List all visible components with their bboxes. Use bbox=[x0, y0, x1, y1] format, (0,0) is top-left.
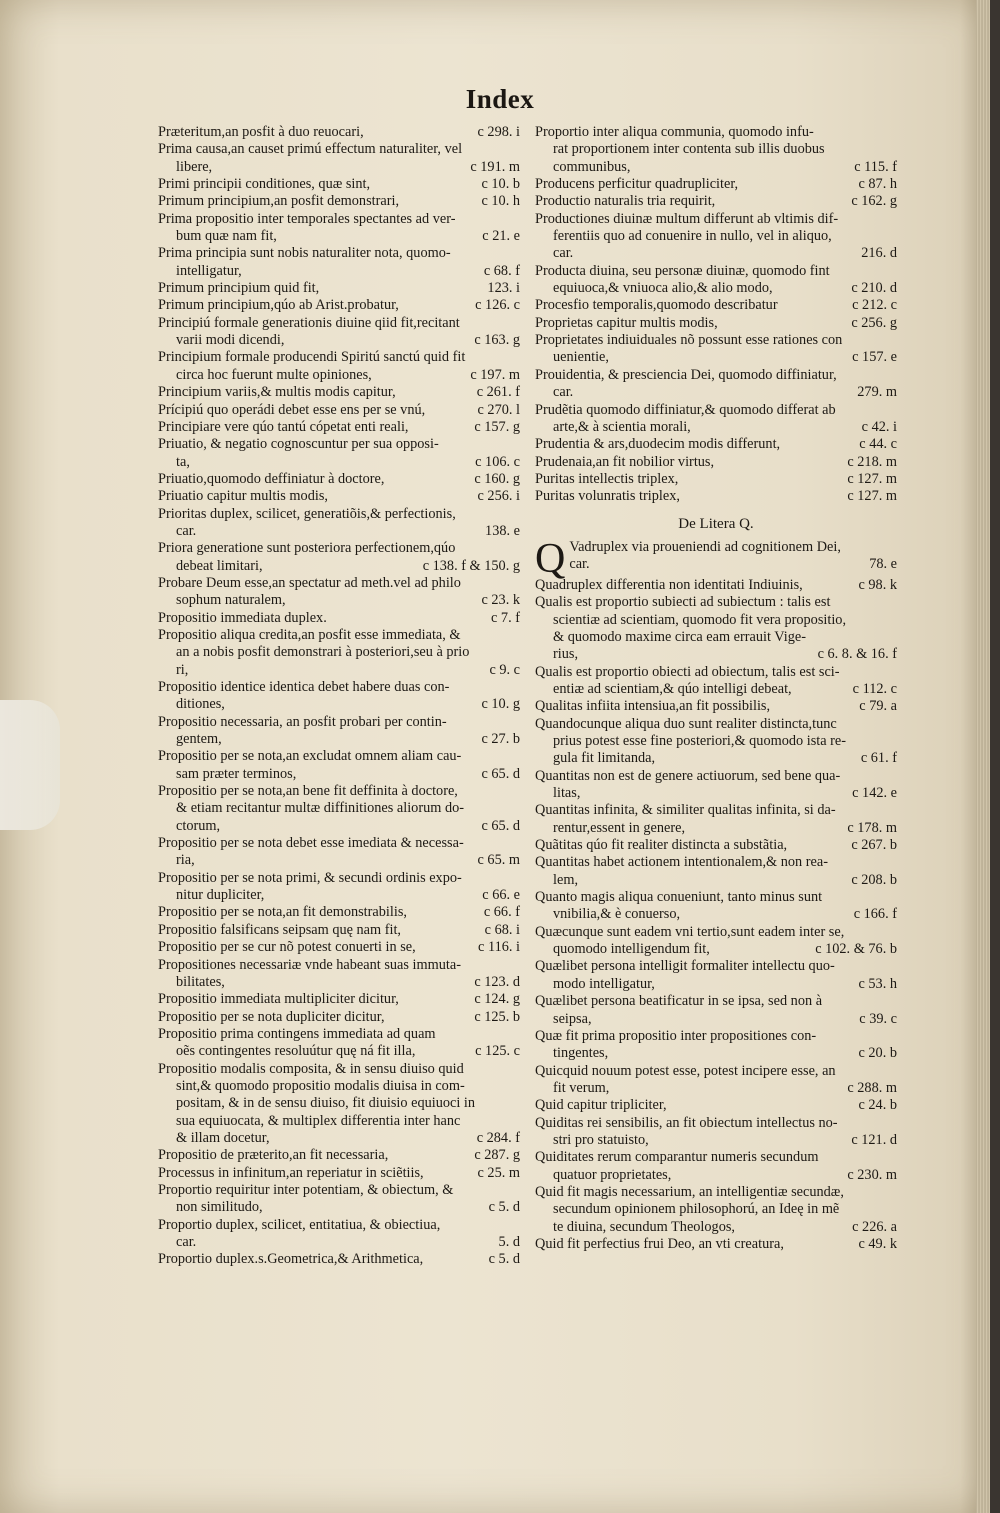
entry-line: ri, bbox=[176, 661, 189, 678]
page-reference: c 270. l bbox=[477, 401, 520, 418]
entry-line: Quanto magis aliqua conueniunt, tanto minus sunt bbox=[535, 889, 823, 906]
entry-line: Propositio per se nota dupliciter dicitur, bbox=[158, 1008, 385, 1025]
entry-line: Productio naturalis tria requirit, bbox=[535, 193, 716, 210]
entry-line: Vadruplex via proueniendi ad cognitionem Dei, bbox=[569, 538, 841, 555]
entry-line: rat proportionem inter contenta sub illis duobus bbox=[553, 141, 825, 158]
page-reference: 216. d bbox=[861, 245, 897, 262]
index-entry bbox=[158, 436, 520, 471]
entry-line: Propositio per se cur nõ potest conuerti in se, bbox=[158, 939, 416, 956]
entry-line: te diuina, secundum Theologos, bbox=[553, 1218, 735, 1235]
index-entry bbox=[535, 1236, 897, 1253]
entry-line: Proportio inter aliqua communia, quomodo infu- bbox=[535, 124, 814, 140]
entry-line: vnibilia,& è conuerso, bbox=[553, 906, 681, 923]
page-header: Index bbox=[465, 84, 535, 114]
index-entry bbox=[158, 939, 520, 956]
index-entry bbox=[158, 870, 520, 905]
entry-line: Prouidentia, & presciencia Dei, quomodo diffiniatur, bbox=[535, 366, 837, 383]
entry-line: Propositiones necessariæ vnde habeant suas immuta- bbox=[158, 956, 461, 973]
index-entry bbox=[535, 577, 897, 594]
page-reference: c 27. b bbox=[481, 731, 520, 748]
entry-line: secundum opinionem philosophorú, an Ideę in mẽ bbox=[553, 1201, 840, 1218]
entry-line: Prudenaia,an fit nobilior virtus, bbox=[535, 453, 715, 470]
index-entry bbox=[535, 1115, 897, 1150]
index-entry bbox=[158, 384, 520, 401]
entry-line: Quid fit perfectius frui Deo, an vti creatura, bbox=[535, 1235, 784, 1252]
page-reference: c 191. m bbox=[470, 158, 520, 175]
entry-line: ta, bbox=[176, 453, 190, 470]
entry-line: sint,& quomodo propositio modalis diuisa in com- bbox=[176, 1077, 465, 1094]
page-reference: 78. e bbox=[869, 556, 897, 573]
entry-line: Quid fit magis necessarium, an intelligentiæ secundæ, bbox=[535, 1183, 844, 1200]
entry-line: Propositio immediata duplex. bbox=[158, 609, 327, 626]
entry-line: nitur dupliciter, bbox=[176, 887, 265, 904]
index-entry bbox=[158, 176, 520, 193]
entry-line: Prima principia sunt nobis naturaliter nota, quomo- bbox=[158, 245, 451, 262]
index-entry bbox=[535, 837, 897, 854]
page-reference: c 127. m bbox=[847, 470, 897, 487]
entry-line: Quicquid nouum potest esse, potest incipere esse, an bbox=[535, 1062, 836, 1079]
entry-line: libere, bbox=[176, 158, 213, 175]
drop-cap: Q bbox=[535, 535, 566, 582]
entry-line: ria, bbox=[176, 852, 195, 869]
entry-line: & illam docetur, bbox=[176, 1129, 270, 1146]
entry-line: car. bbox=[553, 245, 574, 262]
page-reference: c 9. c bbox=[489, 661, 520, 678]
page-reference: c 125. c bbox=[475, 1043, 520, 1060]
entry-line: Qualis est proportio subiecti ad subiectum : talis est bbox=[535, 594, 831, 611]
entry-line: Propositio aliqua credita,an posfit esse immediata, & bbox=[158, 626, 461, 643]
page-reference: c 287. g bbox=[474, 1147, 520, 1164]
page-reference: c 115. f bbox=[854, 158, 897, 175]
index-entry bbox=[158, 1009, 520, 1026]
index-entry bbox=[535, 176, 897, 193]
index-entry bbox=[158, 714, 520, 749]
page-clip bbox=[0, 700, 60, 830]
index-entry bbox=[158, 419, 520, 436]
page-edge bbox=[976, 0, 990, 1513]
entry-line: rentur,essent in genere, bbox=[553, 819, 686, 836]
index-entry bbox=[535, 124, 897, 176]
entry-line: Prícipiú quo operádi debet esse ens per se vnú, bbox=[158, 401, 426, 418]
index-entry bbox=[158, 297, 520, 314]
page-reference: c 25. m bbox=[477, 1164, 520, 1181]
entry-line: debeat limitari, bbox=[176, 557, 263, 574]
page-reference: c 127. m bbox=[847, 488, 897, 505]
entry-line: Proportio duplex, scilicet, entitatiua, & obiectiua, bbox=[158, 1216, 441, 1233]
entry-line: Prima causa,an causet primú effectum naturaliter, vel bbox=[158, 141, 463, 158]
page-reference: c 212. c bbox=[852, 297, 897, 314]
page-reference: c 208. b bbox=[851, 871, 897, 888]
index-entry bbox=[535, 332, 897, 367]
entry-line: Quantitas habet actionem intentionalem,& non rea- bbox=[535, 854, 828, 871]
page-reference: c 123. d bbox=[474, 973, 520, 990]
page-reference: c 142. e bbox=[852, 785, 897, 802]
index-entry bbox=[535, 297, 897, 314]
page-reference: c 197. m bbox=[470, 366, 520, 383]
entry-line: positam, & in de sensu diuiso, fit diuisio equiuoci in bbox=[176, 1095, 476, 1112]
index-entry bbox=[535, 889, 897, 924]
entry-line: Priuatio,quomodo deffiniatur à doctore, bbox=[158, 470, 385, 487]
page-reference: c 157. g bbox=[474, 418, 520, 435]
entry-line: car. bbox=[569, 556, 590, 573]
entry-line: Qualis est proportio obiecti ad obiectum, talis est sci- bbox=[535, 663, 840, 680]
page-reference: c 20. b bbox=[858, 1045, 897, 1062]
index-entry bbox=[535, 958, 897, 993]
index-entry bbox=[158, 748, 520, 783]
entry-line: Propositio prima contingens immediata ad quam bbox=[158, 1025, 436, 1042]
index-entry bbox=[535, 1063, 897, 1098]
entry-line: Præteritum,an posfit à duo reuocari, bbox=[158, 124, 364, 140]
entry-line: car. bbox=[176, 522, 197, 539]
page-reference: c 24. b bbox=[858, 1097, 897, 1114]
entry-line: car. bbox=[176, 1234, 197, 1250]
page-reference: c 65. d bbox=[481, 817, 520, 834]
page-reference: 123. i bbox=[487, 280, 520, 297]
page-reference: c 66. f bbox=[483, 904, 520, 921]
index-entry bbox=[535, 802, 897, 837]
entry-line: Proportio duplex.s.Geometrica,& Arithmetica, bbox=[158, 1251, 424, 1268]
entry-line: Priora generatione sunt posteriora perfectionem,qúo bbox=[158, 540, 456, 557]
entry-line: Principiú formale generationis diuine qiid fit,recitant bbox=[158, 314, 460, 331]
entry-line: Producens perficitur quadrupliciter, bbox=[535, 176, 739, 193]
page-reference: c 68. i bbox=[484, 921, 520, 938]
index-entry bbox=[535, 402, 897, 437]
entry-line: stri pro statuisto, bbox=[553, 1131, 649, 1148]
index-entry bbox=[158, 315, 520, 350]
entry-line: & quomodo maxime circa eam errauit Vige- bbox=[553, 628, 806, 645]
entry-line: Priuatio, & negatio cognoscuntur per sua opposi- bbox=[158, 436, 439, 453]
page-reference: c 79. a bbox=[859, 698, 897, 715]
entry-line: Principium formale producendi Spiritú sanctú quid fit bbox=[158, 349, 466, 366]
index-entry bbox=[535, 471, 897, 488]
index-entry bbox=[535, 698, 897, 715]
entry-line: Quiditates rerum comparantur numeris secundum bbox=[535, 1149, 819, 1166]
page-reference: c 10. h bbox=[481, 193, 520, 210]
entry-line: Quantitas non est de genere actiuorum, sed bene qua- bbox=[535, 767, 841, 784]
entry-line: Producta diuina, seu personæ diuinæ, quomodo fint bbox=[535, 262, 830, 279]
entry-line: circa hoc fuerunt multe opiniones, bbox=[176, 366, 372, 383]
index-entry bbox=[535, 924, 897, 959]
entry-line: seipsa, bbox=[553, 1010, 592, 1027]
page-reference: c 138. f & 150. g bbox=[422, 557, 520, 574]
index-entry bbox=[158, 280, 520, 297]
entry-line: Primum principium,an posfit demonstrari, bbox=[158, 193, 400, 210]
entry-line: Principium variis,& multis modis capitur, bbox=[158, 384, 396, 401]
entry-line: fit verum, bbox=[553, 1079, 610, 1096]
entry-line: Primi principii conditiones, quæ sint, bbox=[158, 176, 371, 193]
page-reference: c 125. b bbox=[474, 1008, 520, 1025]
entry-line: Quæcunque sunt eadem vni tertio,sunt eadem inter se, bbox=[535, 923, 845, 940]
entry-line: Puritas volunratis triplex, bbox=[535, 488, 680, 505]
entry-line: quomodo intelligendum fit, bbox=[553, 941, 710, 958]
entry-line: Productiones diuinæ multum differunt ab vltimis dif- bbox=[535, 210, 839, 227]
index-entry bbox=[535, 768, 897, 803]
entry-line: Proprietas capitur multis modis, bbox=[535, 314, 718, 331]
entry-line: Quæ fit prima propositio inter propositiones con- bbox=[535, 1027, 817, 1044]
page-reference: c 44. c bbox=[859, 436, 897, 453]
entry-line: ditiones, bbox=[176, 696, 225, 713]
page-reference: c 106. c bbox=[475, 453, 520, 470]
page-reference: c 226. a bbox=[852, 1218, 897, 1235]
page-reference: c 98. k bbox=[858, 576, 897, 593]
entry-line: arte,& à scientia morali, bbox=[553, 418, 691, 435]
entry-line: & etiam recitantur multæ diffinitiones aliorum do- bbox=[176, 800, 464, 817]
entry-line: Prudẽtia quomodo diffiniatur,& quomodo differat ab bbox=[535, 401, 836, 418]
page-reference: 279. m bbox=[857, 384, 897, 401]
page-reference: c 256. g bbox=[851, 314, 897, 331]
index-entry bbox=[158, 835, 520, 870]
index-entry bbox=[535, 854, 897, 889]
entry-line: oẽs contingentes resoluútur quę ná fit illa, bbox=[176, 1043, 416, 1060]
page-reference: c 210. d bbox=[851, 280, 897, 297]
page-reference: c 256. i bbox=[477, 488, 520, 505]
page-reference: c 267. b bbox=[851, 837, 897, 854]
index-entry bbox=[158, 211, 520, 246]
page-reference: c 160. g bbox=[474, 470, 520, 487]
entry-line: Processus in infinitum,an reperiatur in sciẽtiis, bbox=[158, 1164, 424, 1181]
entry-line: Probare Deum esse,an spectatur ad meth.vel ad philo bbox=[158, 574, 461, 591]
page-reference: c 23. k bbox=[481, 592, 520, 609]
entry-line: Quid capitur tripliciter, bbox=[535, 1097, 667, 1114]
index-entry bbox=[535, 211, 897, 263]
page-reference: c 5. d bbox=[488, 1199, 520, 1216]
right-column-entries-q bbox=[535, 535, 897, 1253]
entry-line: communibus, bbox=[553, 158, 631, 175]
index-entry bbox=[535, 263, 897, 298]
entry-line: intelligatur, bbox=[176, 262, 242, 279]
entry-line: Quiditas rei sensibilis, an fit obiectum intellectus no- bbox=[535, 1114, 838, 1131]
index-entry bbox=[158, 124, 520, 141]
entry-line: ferentiis quo ad conuenire in nullo, vel in aliquo, bbox=[553, 228, 832, 245]
index-entry bbox=[158, 141, 520, 176]
index-entry bbox=[158, 1182, 520, 1217]
entry-line: Propositio per se nota,an excludat omnem aliam cau- bbox=[158, 748, 462, 765]
entry-line: non similitudo, bbox=[176, 1199, 263, 1216]
entry-line: Quælibet persona beatificatur in se ipsa, sed non à bbox=[535, 993, 823, 1010]
page-reference: c 61. f bbox=[860, 750, 897, 767]
page-reference: c 261. f bbox=[476, 384, 520, 401]
page-reference: c 65. d bbox=[481, 765, 520, 782]
index-entry bbox=[158, 904, 520, 921]
index-entry bbox=[535, 488, 897, 505]
entry-line: Propositio per se nota,an fit demonstrabilis, bbox=[158, 904, 407, 921]
page-reference: c 66. e bbox=[482, 887, 520, 904]
index-entry bbox=[158, 922, 520, 939]
page-reference: c 121. d bbox=[851, 1131, 897, 1148]
entry-line: prius potest esse fine posteriori,& quomodo ista re- bbox=[553, 733, 847, 749]
index-entry bbox=[535, 1184, 897, 1236]
page-reference: 5. d bbox=[498, 1234, 520, 1250]
page-reference: c 5. d bbox=[488, 1251, 520, 1268]
entry-line: Prima propositio inter temporales spectantes ad ver- bbox=[158, 210, 456, 227]
entry-line: Propositio immediata multipliciter dicitur, bbox=[158, 991, 399, 1008]
index-entry bbox=[158, 193, 520, 210]
index-entry bbox=[158, 1217, 520, 1252]
entry-line: Propositio necessaria, an posfit probari per contin- bbox=[158, 713, 447, 730]
entry-line: entiæ ad scientiam,& qúo intelligi debeat, bbox=[553, 680, 792, 697]
page-reference: c 124. g bbox=[474, 991, 520, 1008]
entry-line: Propositio falsificans seipsam quę nam fit, bbox=[158, 921, 402, 938]
entry-line: car. bbox=[553, 384, 574, 401]
index-entry bbox=[535, 1149, 897, 1184]
entry-line: gula fit limitanda, bbox=[553, 750, 656, 767]
entry-line: Principiare vere qúo tantú cópetat enti reali, bbox=[158, 418, 409, 435]
entry-line: Propositio de præterito,an fit necessaria, bbox=[158, 1147, 389, 1164]
left-column bbox=[158, 124, 520, 1269]
page-reference: c 53. h bbox=[858, 975, 897, 992]
entry-line: bilitates, bbox=[176, 973, 225, 990]
page-reference: c 102. & 76. b bbox=[815, 941, 897, 958]
index-entry bbox=[158, 627, 520, 679]
entry-line: gentem, bbox=[176, 731, 222, 748]
index-entry bbox=[535, 716, 897, 768]
index-entry bbox=[158, 245, 520, 280]
page-reference: c 39. c bbox=[859, 1010, 897, 1027]
page-reference: c 163. g bbox=[474, 332, 520, 349]
entry-line: Qualitas infiita intensiua,an fit possibilis, bbox=[535, 698, 771, 715]
index-entry bbox=[158, 488, 520, 505]
entry-line: Quantitas infinita, & similiter qualitas infinita, si da- bbox=[535, 802, 836, 819]
entry-line: uenientie, bbox=[553, 349, 609, 366]
page-reference: c 42. i bbox=[861, 418, 897, 435]
entry-line: Prudentia & ars,duodecim modis differunt, bbox=[535, 436, 781, 453]
index-entry bbox=[158, 349, 520, 384]
entry-line: sophum naturalem, bbox=[176, 592, 286, 609]
page-reference: c 49. k bbox=[858, 1235, 897, 1252]
entry-line: sua equiuocata, & multiplex differentia inter hanc bbox=[176, 1112, 461, 1129]
entry-line: Quandocunque aliqua duo sunt realiter distincta,tunc bbox=[535, 715, 837, 732]
entry-line: Propositio per se nota,an bene fit deffinita à doctore, bbox=[158, 783, 458, 800]
page-reference: c 116. i bbox=[478, 939, 520, 956]
entry-line: rius, bbox=[553, 646, 579, 663]
entry-line: tingentes, bbox=[553, 1045, 609, 1062]
index-entry bbox=[158, 402, 520, 419]
page-reference: 138. e bbox=[485, 522, 520, 539]
index-entry bbox=[158, 1251, 520, 1268]
page-reference: c 284. f bbox=[476, 1129, 520, 1146]
index-entry bbox=[535, 594, 897, 663]
index-entry bbox=[158, 610, 520, 627]
page-reference: c 10. b bbox=[481, 176, 520, 193]
page-reference: c 126. c bbox=[475, 297, 520, 314]
entry-line: litas, bbox=[553, 785, 581, 802]
page-reference: c 65. m bbox=[477, 852, 520, 869]
entry-line: Quadruplex differentia non identitati Indiuinis, bbox=[535, 576, 803, 593]
entry-line: scientiæ ad scientiam, quomodo fit vera propositio, bbox=[553, 611, 847, 628]
entry-line: Primum principium quid fit, bbox=[158, 280, 320, 297]
entry-line: sam præter terminos, bbox=[176, 765, 297, 782]
entry-line: Propositio modalis composita, & in sensu diuiso quid bbox=[158, 1060, 464, 1077]
index-entry bbox=[158, 471, 520, 488]
index-entry bbox=[158, 540, 520, 575]
section-title: De Litera Q. bbox=[678, 515, 754, 532]
index-entry bbox=[158, 679, 520, 714]
page-reference: c 298. i bbox=[477, 124, 520, 140]
right-column-entries-p bbox=[535, 124, 897, 506]
index-entry bbox=[158, 957, 520, 992]
page-reference: c 218. m bbox=[847, 453, 897, 470]
page-reference: c 178. m bbox=[847, 819, 897, 836]
entry-line: Propositio per se nota primi, & secundi ordinis expo- bbox=[158, 869, 462, 886]
page-reference: c 10. g bbox=[481, 696, 520, 713]
page-reference: c 288. m bbox=[847, 1079, 897, 1096]
entry-line: Propositio identice identica debet habere duas con- bbox=[158, 679, 450, 695]
entry-line: Quælibet persona intelligit formaliter intellectu quo- bbox=[535, 958, 835, 975]
entry-line: modo intelligatur, bbox=[553, 975, 655, 992]
index-entry bbox=[158, 1061, 520, 1148]
entry-line: Prioritas duplex, scilicet, generatiõis,& perfectionis, bbox=[158, 505, 456, 522]
index-entry bbox=[535, 367, 897, 402]
entry-line: an a nobis posfit demonstrari à posteriori,seu à prio bbox=[176, 644, 470, 661]
index-entry bbox=[158, 783, 520, 835]
entry-line: Proprietates indiuiduales nõ possunt esse rationes con bbox=[535, 332, 843, 349]
entry-line: equiuoca,& vniuoca alio,& alio modo, bbox=[553, 280, 773, 297]
index-entry bbox=[535, 436, 897, 453]
index-entry bbox=[158, 575, 520, 610]
entry-line: Propositio per se nota debet esse imediata & necessa- bbox=[158, 835, 464, 852]
right-column bbox=[535, 124, 897, 1253]
page-reference: c 21. e bbox=[482, 228, 520, 245]
entry-line: Puritas intellectis triplex, bbox=[535, 470, 679, 487]
index-entry bbox=[535, 315, 897, 332]
page-reference: c 7. f bbox=[491, 609, 520, 626]
index-entry bbox=[535, 1097, 897, 1114]
entry-line: Priuatio capitur multis modis, bbox=[158, 488, 328, 505]
entry-line: lem, bbox=[553, 871, 579, 888]
page-reference: c 166. f bbox=[853, 906, 897, 923]
entry-line: varii modi dicendi, bbox=[176, 332, 285, 349]
index-entry bbox=[158, 1147, 520, 1164]
index-entry bbox=[535, 454, 897, 471]
index-entry bbox=[158, 1165, 520, 1182]
index-entry bbox=[158, 991, 520, 1008]
entry-line: Quãtitas qúo fit realiter distincta a substãtia, bbox=[535, 837, 788, 854]
index-entry bbox=[535, 664, 897, 699]
index-entry bbox=[535, 193, 897, 210]
entry-line: Primum principium,qúo ab Arist.probatur, bbox=[158, 297, 399, 314]
page-reference: c 230. m bbox=[847, 1166, 897, 1183]
page-reference: c 157. e bbox=[852, 349, 897, 366]
entry-line: ctorum, bbox=[176, 817, 221, 834]
page-reference: c 87. h bbox=[858, 176, 897, 193]
index-entry bbox=[535, 1028, 897, 1063]
page-reference: c 162. g bbox=[851, 193, 897, 210]
page-reference: c 68. f bbox=[483, 262, 520, 279]
entry-line: quatuor proprietates, bbox=[553, 1166, 672, 1183]
index-entry bbox=[535, 535, 897, 582]
index-entry bbox=[158, 506, 520, 541]
page-reference: c 6. 8. & 16. f bbox=[817, 646, 897, 663]
entry-line: Procesfio temporalis,quomodo describatur bbox=[535, 297, 778, 314]
entry-line: Proportio requiritur inter potentiam, & obiectum, & bbox=[158, 1181, 454, 1198]
index-entry bbox=[535, 993, 897, 1028]
index-entry bbox=[158, 1026, 520, 1061]
entry-line: bum quæ nam fit, bbox=[176, 228, 277, 245]
page-reference: c 112. c bbox=[852, 680, 897, 697]
